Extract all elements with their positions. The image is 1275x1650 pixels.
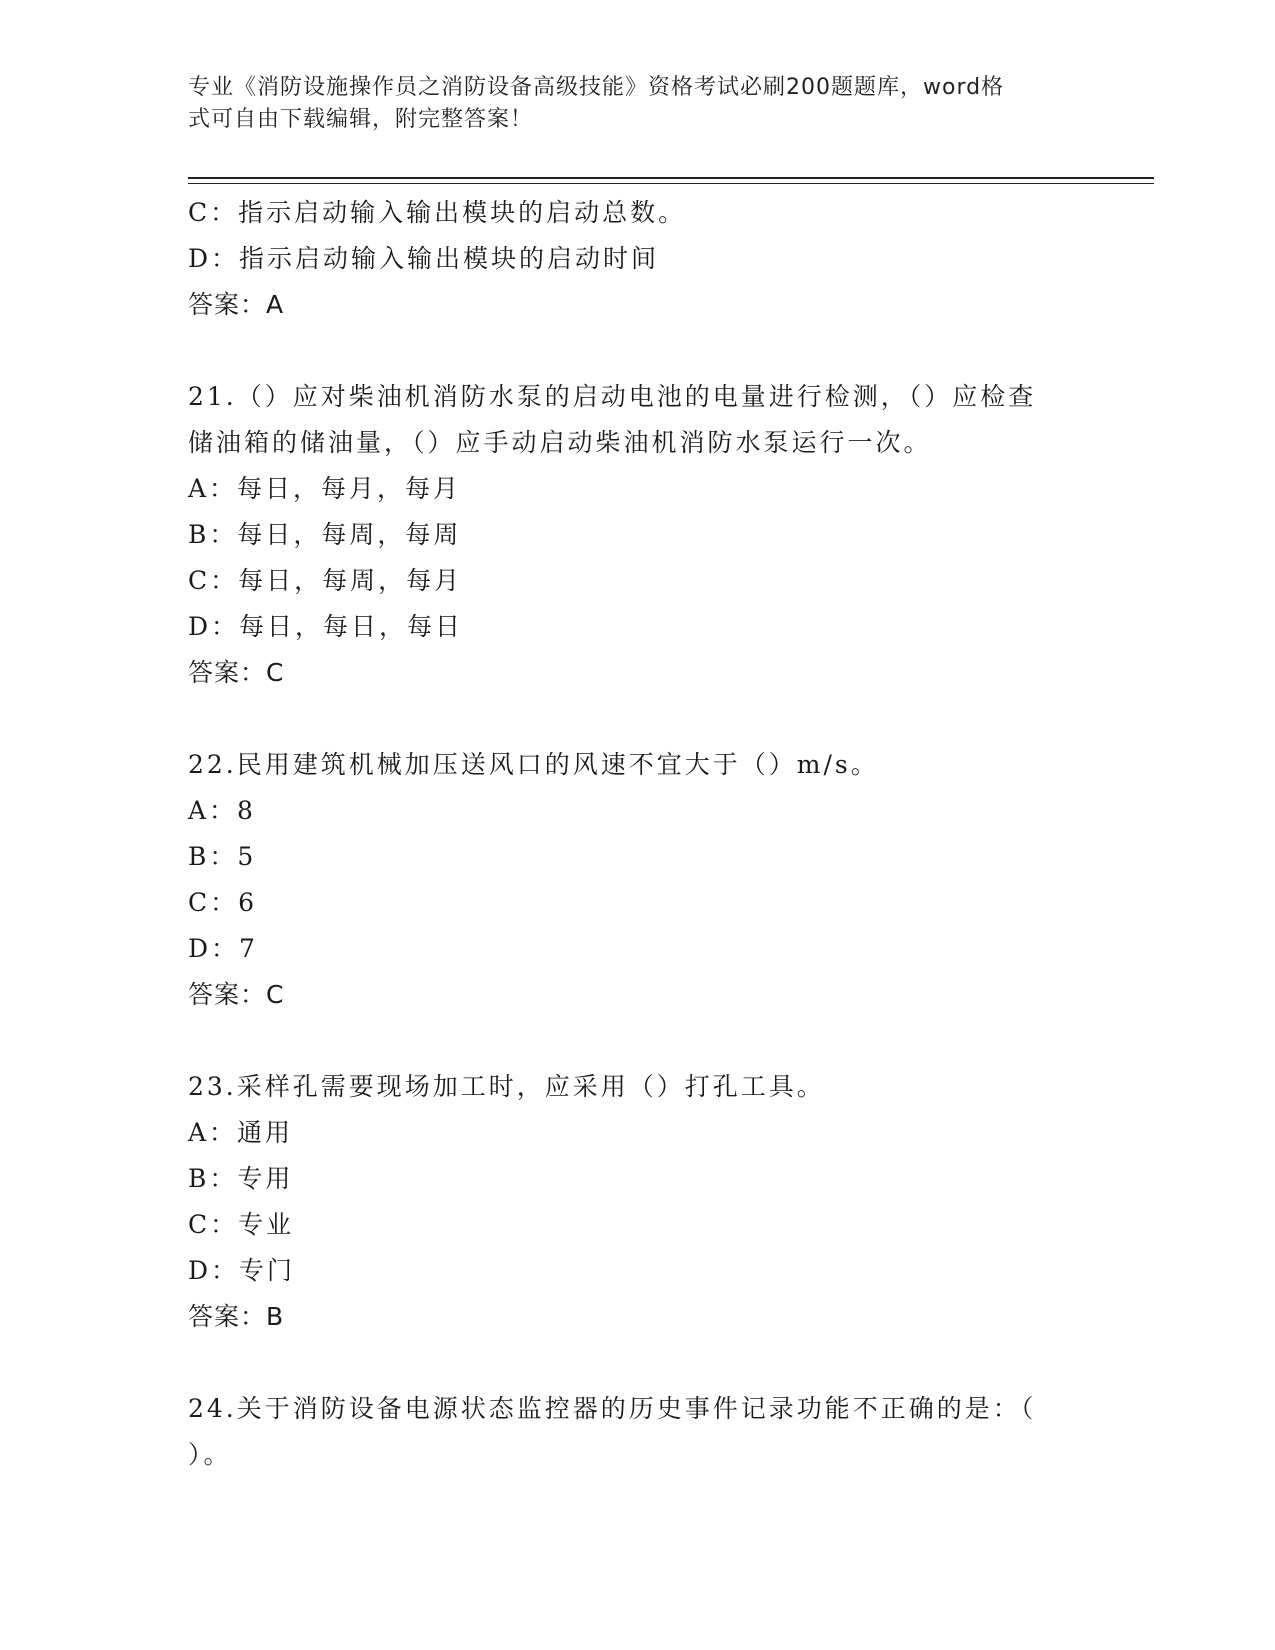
option-a: A：通用 (188, 1118, 294, 1147)
answer: 答案：C (188, 658, 285, 687)
option-c: C：指示启动输入输出模块的启动总数。 (188, 198, 687, 227)
question-stem: 22.民用建筑机械加压送风口的风速不宜大于（）m/s。 (188, 750, 879, 779)
option-c: C：每日，每周，每月 (188, 566, 463, 595)
answer: 答案：B (188, 1302, 285, 1331)
option-c: C：专业 (188, 1210, 295, 1239)
option-d: D：专门 (188, 1256, 296, 1285)
option-d: D：每日，每日，每日 (188, 612, 464, 641)
option-a: A：每日，每月，每月 (188, 474, 462, 503)
option-a: A：8 (188, 796, 256, 825)
answer: 答案：A (188, 290, 285, 319)
header-line-1: 专业《消防设施操作员之消防设备高级技能》资格考试必刷200题题库，word格 (188, 75, 1005, 100)
header-line-2: 式可自由下载编辑，附完整答案！ (188, 107, 534, 132)
question-stem: 24.关于消防设备电源状态监控器的历史事件记录功能不正确的是：（ (188, 1394, 1037, 1423)
option-d: D：7 (188, 934, 258, 963)
option-d: D：指示启动输入输出模块的启动时间 (188, 244, 660, 273)
question-stem-continued: ）。 (188, 1440, 232, 1469)
header-divider-thin (188, 183, 1154, 184)
question-22 (188, 742, 1118, 1018)
option-b: B：专用 (188, 1164, 294, 1193)
question-20-continued (188, 190, 1118, 328)
header-divider-thick (188, 177, 1154, 179)
question-stem: 21.（）应对柴油机消防水泵的启动电池的电量进行检测，（）应检查 (188, 382, 1037, 411)
option-b: B：每日，每周，每周 (188, 520, 462, 549)
document-header (188, 72, 1068, 136)
question-23 (188, 1064, 1118, 1340)
option-b: B：5 (188, 842, 257, 871)
question-24 (188, 1386, 1118, 1478)
question-stem: 23.采样孔需要现场加工时，应采用（）打孔工具。 (188, 1072, 825, 1101)
option-c: C：6 (188, 888, 258, 917)
answer: 答案：C (188, 980, 285, 1009)
question-list (188, 190, 1118, 1478)
question-stem-continued: 储油箱的储油量，（）应手动启动柴油机消防水泵运行一次。 (188, 428, 932, 457)
question-21 (188, 374, 1118, 696)
